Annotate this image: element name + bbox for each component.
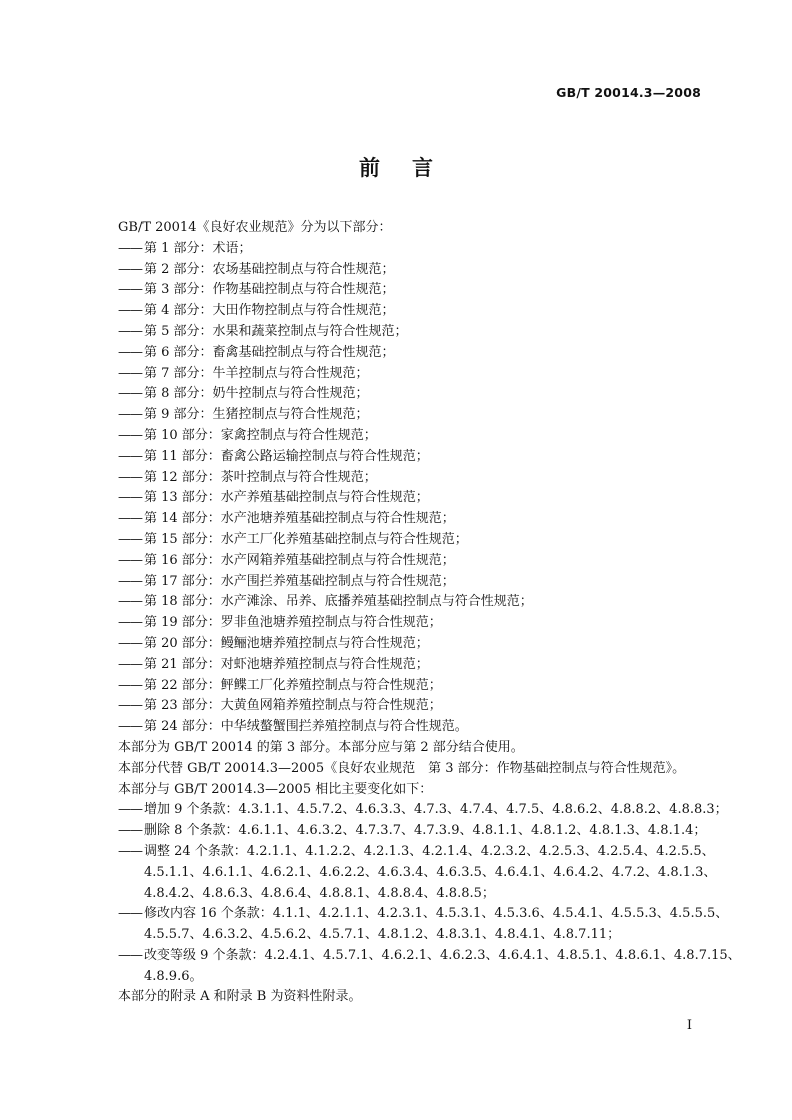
change-item [118,842,717,904]
dash-marker: —— [118,947,142,963]
page-number: I [686,1018,692,1033]
part-list-item [118,655,708,676]
dash-marker: —— [118,490,142,506]
part-text: 第 16 部分：水产网箱养殖基础控制点与符合性规范； [144,552,455,568]
dash-marker: —— [118,323,142,339]
dash-marker: —— [118,344,142,360]
part-text: 第 4 部分：大田作物控制点与符合性规范； [144,303,395,319]
part-list-item [118,509,708,530]
dash-marker: —— [118,469,142,485]
dash-marker: —— [118,261,142,277]
dash-marker: —— [118,282,142,298]
foreword-body [118,218,741,1008]
part-list-item [118,551,708,572]
change-continuation-line: 4.5.5.7、4.6.3.2、4.5.6.2、4.5.7.1、4.8.1.2、4.8.3.1、4.8.4.1、4.8.7.11； [144,927,621,943]
dash-marker: —— [118,407,142,423]
intro-line: GB/T 20014《良好农业规范》分为以下部分： [118,220,392,235]
part-list-item [118,634,708,655]
dash-marker: —— [118,823,142,839]
dash-marker: —— [118,511,142,527]
part-list-item [118,613,708,634]
part-text: 第 8 部分：奶牛控制点与符合性规范； [144,386,369,402]
part-text: 第 5 部分：水果和蔬菜控制点与符合性规范； [144,323,408,339]
change-first-line [118,842,715,863]
change-item [118,821,708,842]
dash-marker: —— [118,802,142,818]
part-text: 第 22 部分：鲆鲽工厂化养殖控制点与符合性规范； [144,677,442,693]
appendix-note: 本部分的附录 A 和附录 B 为资料性附录。 [118,989,362,1005]
part-list-item [118,239,708,260]
dash-marker: —— [118,656,142,672]
part-list-item [118,717,708,738]
part-list-item [118,364,708,385]
part-text: 第 23 部分：大黄鱼网箱养殖控制点与符合性规范； [144,698,442,714]
changes-list [118,800,741,987]
part-list-item [118,260,708,281]
part-text: 第 10 部分：家禽控制点与符合性规范； [144,427,377,443]
part-list-item [118,322,708,343]
change-text: 修改内容 16 个条款：4.1.1、4.2.1.1、4.2.3.1、4.5.3.1、4.5.3.6、4.5.4.1、4.5.5.3、4.5.5.5、 [144,906,729,922]
part-list-item [118,384,708,405]
change-first-line [118,904,729,925]
dash-marker: —— [118,386,142,402]
change-first-line [118,821,708,842]
dash-marker: —— [118,615,142,631]
dash-marker: —— [118,843,142,859]
change-item [118,946,741,988]
change-continuation-line: 4.8.4.2、4.8.6.3、4.8.6.4、4.8.8.1、4.8.8.4、4.8.8.5； [144,885,495,901]
page-title: 前言 [359,156,465,180]
change-item [118,800,728,821]
change-continuation-line: 4.8.9.6。 [144,968,203,984]
parts-list [118,239,708,738]
part-list-item [118,280,708,301]
part-text: 第 1 部分：术语； [144,240,252,256]
change-text: 调整 24 个条款：4.2.1.1、4.1.2.2、4.2.1.3、4.2.1.4、4.2.3.2、4.2.5.3、4.2.5.4、4.2.5.5、 [144,843,715,859]
part-list-item [118,301,708,322]
part-list-item [118,676,708,697]
part-text: 第 17 部分：水产围拦养殖基础控制点与符合性规范； [144,573,455,589]
part-text: 第 9 部分：生猪控制点与符合性规范； [144,407,369,423]
change-item [118,904,729,946]
dash-marker: —— [118,448,142,464]
part-text: 第 7 部分：牛羊控制点与符合性规范； [144,365,369,381]
part-list-item [118,530,708,551]
standard-number: GB/T 20014.3—2008 [556,85,701,100]
part-text: 第 3 部分：作物基础控制点与符合性规范； [144,282,395,298]
part-text: 第 14 部分：水产池塘养殖基础控制点与符合性规范； [144,511,455,527]
dash-marker: —— [118,427,142,443]
part-text: 第 20 部分：鳗鲡池塘养殖控制点与符合性规范； [144,635,429,651]
change-first-line [118,946,741,967]
part-text: 第 13 部分：水产养殖基础控制点与符合性规范； [144,490,429,506]
part-text: 第 15 部分：水产工厂化养殖基础控制点与符合性规范； [144,531,468,547]
part-text: 第 11 部分：畜禽公路运输控制点与符合性规范； [144,448,429,464]
dash-marker: —— [118,552,142,568]
change-text: 删除 8 个条款：4.6.1.1、4.6.3.2、4.7.3.7、4.7.3.9、4.8.1.1、4.8.1.2、4.8.1.3、4.8.1.4； [144,823,707,839]
part-list-item [118,488,708,509]
part-text: 第 18 部分：水产滩涂、吊养、底播养殖基础控制点与符合性规范； [144,594,533,610]
dash-marker: —— [118,594,142,610]
statement-line: 本部分与 GB/T 20014.3—2005 相比主要变化如下： [118,781,433,797]
change-continuation-line: 4.5.1.1、4.6.1.1、4.6.2.1、4.6.2.2、4.6.3.4、4.6.3.5、4.6.4.1、4.6.4.2、4.7.2、4.8.1.3、 [144,864,717,880]
statement-line: 本部分为 GB/T 20014 的第 3 部分。本部分应与第 2 部分结合使用。 [118,739,524,755]
part-list-item [118,468,708,489]
dash-marker: —— [118,573,142,589]
part-list-item [118,405,708,426]
dash-marker: —— [118,906,142,922]
change-text: 增加 9 个条款：4.3.1.1、4.5.7.2、4.6.3.3、4.7.3、4.7.4、4.7.5、4.8.6.2、4.8.8.2、4.8.8.3； [144,802,728,818]
part-text: 第 6 部分：畜禽基础控制点与符合性规范； [144,344,395,360]
part-text: 第 24 部分：中华绒螯蟹围拦养殖控制点与符合性规范。 [144,719,468,735]
part-text: 第 12 部分：茶叶控制点与符合性规范； [144,469,377,485]
part-list-item [118,696,708,717]
dash-marker: —— [118,531,142,547]
part-text: 第 19 部分：罗非鱼池塘养殖控制点与符合性规范； [144,615,442,631]
part-list-item [118,572,708,593]
part-list-item [118,343,708,364]
change-first-line [118,800,728,821]
dash-marker: —— [118,303,142,319]
statement-line: 本部分代替 GB/T 20014.3—2005《良好农业规范 第 3 部分：作物基础控制点与符合性规范》。 [118,760,686,776]
part-list-item [118,426,708,447]
part-list-item [118,592,708,613]
dash-marker: —— [118,698,142,714]
change-text: 改变等级 9 个条款：4.2.4.1、4.5.7.1、4.6.2.1、4.6.2.3、4.6.4.1、4.8.5.1、4.8.6.1、4.8.7.15、 [144,947,741,963]
dash-marker: —— [118,240,142,256]
dash-marker: —— [118,719,142,735]
part-list-item [118,447,708,468]
dash-marker: —— [118,635,142,651]
part-text: 第 21 部分：对虾池塘养殖控制点与符合性规范； [144,656,429,672]
dash-marker: —— [118,677,142,693]
dash-marker: —— [118,365,142,381]
part-text: 第 2 部分：农场基础控制点与符合性规范； [144,261,395,277]
